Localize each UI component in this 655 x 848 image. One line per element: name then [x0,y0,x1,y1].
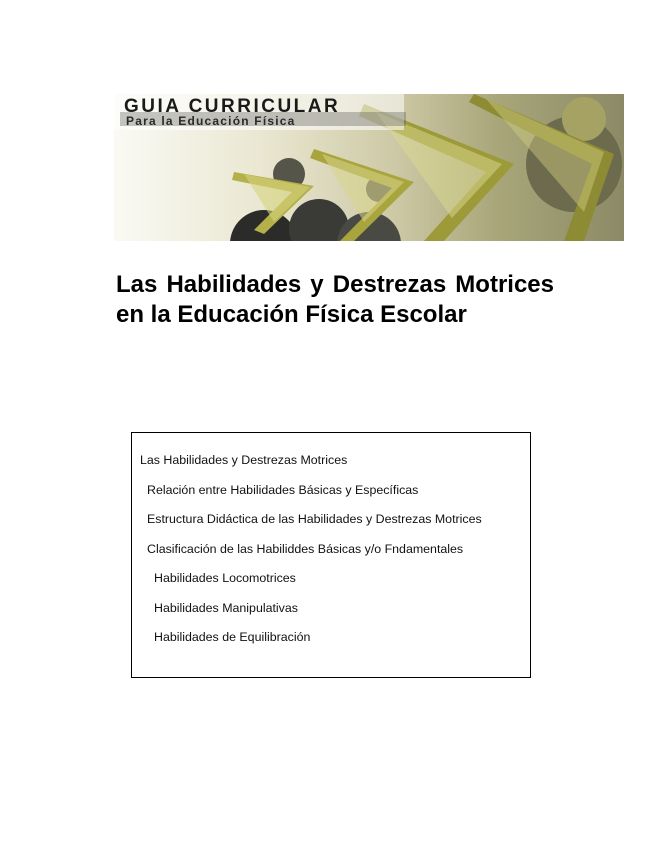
toc-item[interactable]: Clasificación de las Habiliddes Básicas y/o Fndamentales [147,542,464,556]
toc-item[interactable]: Estructura Didáctica de las Habilidades y Destrezas Motrices [147,512,482,526]
table-of-contents [131,432,531,678]
banner-subtitle: Para la Educación Física [126,114,296,128]
document-title: Las Habilidades y Destrezas Motrices en la Educación Física Escolar [116,271,554,328]
toc-item[interactable]: Habilidades Locomotrices [154,571,296,585]
toc-item[interactable]: Habilidades Manipulativas [154,601,298,615]
toc-item[interactable]: Las Habilidades y Destrezas Motrices [140,453,348,467]
banner-title: GUIA CURRICULAR [124,96,341,117]
toc-item[interactable]: Relación entre Habilidades Básicas y Específicas [147,483,419,497]
header-banner [114,94,624,241]
toc-item[interactable]: Habilidades de Equilibración [154,630,311,644]
